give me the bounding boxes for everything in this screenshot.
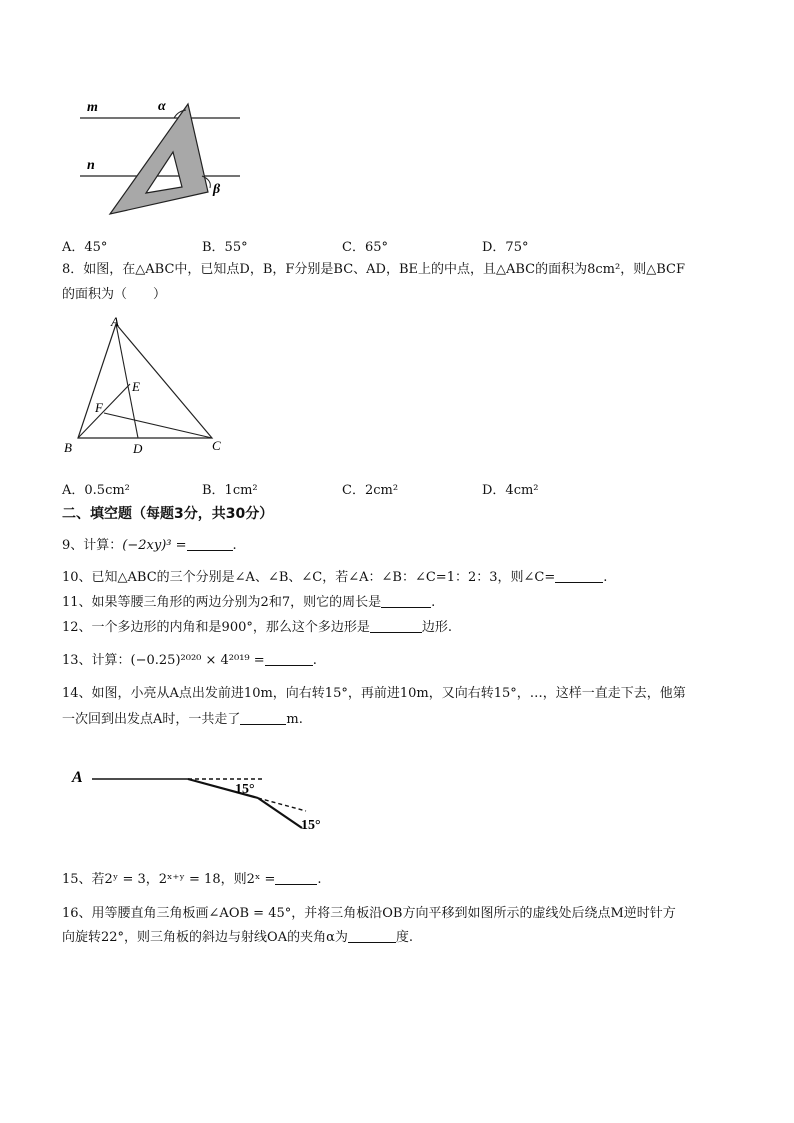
label-c: C — [212, 438, 221, 453]
extension-dashed-2 — [258, 798, 306, 811]
angle-label-1: 15° — [235, 782, 255, 797]
q10-text: 10、已知△ABC的三个分别是∠A、∠B、∠C，若∠A：∠B：∠C=1：2：3，则∠C= — [62, 570, 556, 585]
q12-answer-blank[interactable] — [370, 620, 422, 633]
q11-text: 11、如果等腰三角形的两边分别为2和7，则它的周长是 — [62, 595, 382, 610]
q10 — [62, 569, 607, 587]
q15-suffix: . — [317, 872, 322, 887]
q15-answer-blank[interactable] — [275, 872, 317, 885]
q8-option-b: B．1cm² — [202, 483, 258, 498]
q13-prefix: 13、计算： — [62, 653, 131, 668]
label-a: A — [111, 314, 119, 329]
q12-suffix: 边形. — [421, 620, 452, 635]
q8-line1: 8．如图，在△ABC中，已知点D，B，F分别是BC、AD，BE上的中点，且△ABC的面积为8cm²，则△BCF — [62, 262, 685, 277]
q15 — [62, 871, 322, 889]
q13-suffix: . — [312, 653, 317, 668]
q7-option-c: C．65° — [342, 240, 388, 255]
q11-suffix: . — [431, 595, 436, 610]
q11 — [62, 594, 435, 612]
q9-prefix: 9、计算： — [62, 538, 123, 553]
q16-line2-suffix: 度. — [395, 930, 414, 945]
label-a: A — [72, 769, 83, 786]
q15-prefix: 15、若 — [62, 872, 105, 887]
q9 — [62, 537, 237, 555]
q7-option-b: B．55° — [202, 240, 248, 255]
q10-answer-blank[interactable] — [555, 570, 603, 583]
triangle-abc — [78, 324, 212, 438]
label-d: D — [133, 441, 143, 456]
label-alpha: α — [158, 99, 166, 114]
q8-line2: 的面积为（ ） — [62, 287, 167, 302]
q14-line2 — [62, 711, 303, 729]
triangle-abc-figure — [62, 314, 232, 458]
q16-line2-prefix: 向旋转22°，则三角板的斜边与射线OA的夹角α为 — [62, 930, 348, 945]
segment-cf — [104, 413, 212, 438]
q14-line2-suffix: m. — [286, 712, 303, 727]
q11-answer-blank[interactable] — [381, 595, 431, 608]
q12-text: 12、一个多边形的内角和是900°，那么这个多边形是 — [62, 620, 370, 635]
q16-answer-blank[interactable] — [348, 930, 396, 943]
q8-option-d: D．4cm² — [482, 483, 539, 498]
q10-suffix: . — [603, 570, 608, 585]
q13-expression: (−0.25)²⁰²⁰ × 4²⁰¹⁹ = — [130, 653, 265, 668]
label-beta: β — [213, 182, 221, 197]
label-b: B — [64, 440, 72, 455]
section-2-title: 二、填空题（每题3分，共30分） — [62, 506, 274, 522]
q12 — [62, 619, 452, 637]
label-f: F — [95, 400, 103, 415]
segment-be — [78, 384, 130, 438]
q8-option-c: C．2cm² — [342, 483, 399, 498]
q16-line1: 16、用等腰直角三角板画∠AOB = 45°，并将三角板沿OB方向平移到如图所示的虚线处后绕点M逆时针方 — [62, 906, 676, 921]
q9-suffix: . — [232, 538, 237, 553]
q13 — [62, 652, 317, 670]
q7-option-d: D．75° — [482, 240, 529, 255]
triangle-ruler — [110, 104, 208, 214]
label-m: m — [87, 100, 98, 115]
q13-answer-blank[interactable] — [265, 653, 313, 666]
angle-label-2: 15° — [301, 818, 321, 833]
q14-line1: 14、如图，小亮从A点出发前进10m，向右转15°，再前进10m，又向右转15°，…，这样一直走下去，他第 — [62, 686, 686, 701]
q9-answer-blank[interactable] — [187, 538, 233, 551]
q8-option-a: A．0.5cm² — [62, 483, 130, 498]
walking-path-figure — [68, 758, 348, 850]
label-e: E — [132, 379, 140, 394]
label-n: n — [87, 158, 95, 173]
q14-answer-blank[interactable] — [240, 712, 286, 725]
q15-expression: 2ʸ = 3，2ˣ⁺ʸ = 18，则2ˣ = — [104, 872, 276, 887]
parallel-lines-triangle-figure — [70, 92, 250, 222]
q9-expression: (−2xy)³ = — [122, 538, 187, 553]
q7-option-a: A．45° — [62, 240, 108, 255]
path-segment-3 — [258, 798, 302, 828]
q14-line2-prefix: 一次回到出发点A时，一共走了 — [62, 712, 241, 727]
q16-line2 — [62, 929, 413, 947]
